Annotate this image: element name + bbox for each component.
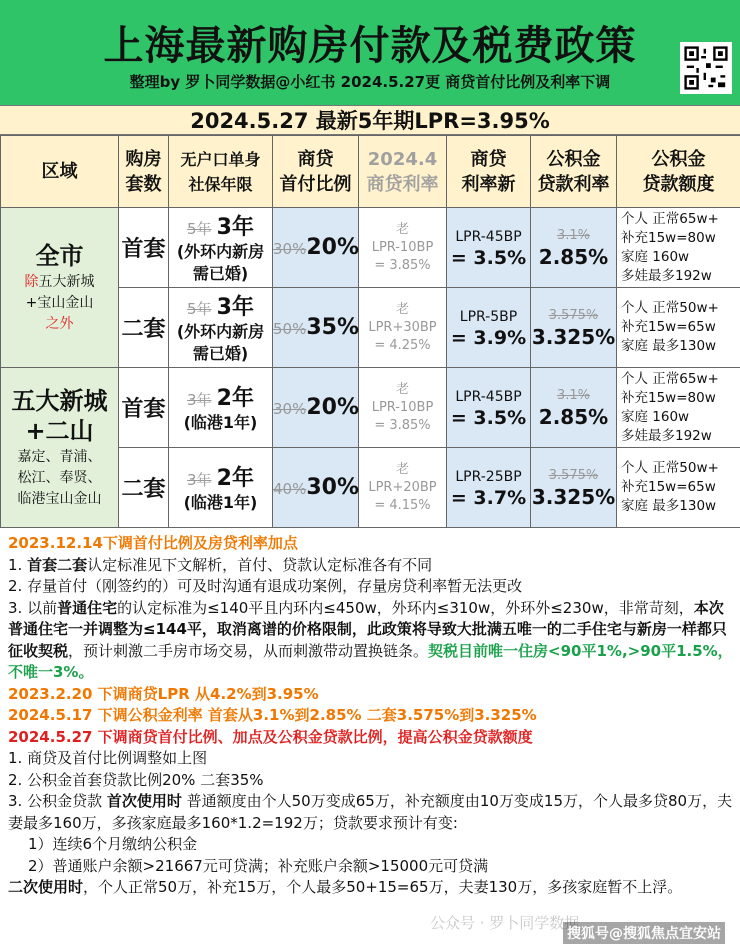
table-row	[1, 368, 740, 448]
col-header-region: 区域	[1, 136, 119, 208]
col-header-down-payment: 商贷 首付比例	[273, 136, 359, 208]
region-cell-new-towns	[1, 368, 119, 528]
new-rate-cell: LPR-45BP = 3.5%	[447, 368, 531, 448]
new-rate-cell: LPR-5BP = 3.9%	[447, 288, 531, 368]
policy-table	[0, 135, 740, 528]
note-section-title: 2023.2.20 下调商贷LPR 从4.2%到3.95%	[8, 684, 319, 703]
gjj-quota-cell: 个人 正常50w+ 补充15w=65w 家庭 最多130w	[617, 288, 740, 368]
qr-code-icon	[680, 42, 732, 94]
note-line: 二次使用时，个人正常50万，补充15万，个人最多50+15=65万，夫妻130万，多孩家庭暂不上浮。	[8, 878, 683, 896]
down-payment-cell: 30%20%	[273, 208, 359, 288]
table-header-row	[1, 136, 740, 208]
gjj-quota-cell: 个人 正常65w+ 补充15w=80w 家庭 160w 多娃最多192w	[617, 368, 740, 448]
note-line: 3. 以前普通住宅的认定标准为≤140平且内环内≤450w，外环内≤310w，外环外≤230w，非常苛刻，本次普通住宅一并调整为≤144平，取消离谱的价格限制，此政策将导致大批满五唯一的二手住宅与新房一样都只征收契税，预计刺激二手房市场交易，从而刺激带动置换链条。契税目前唯一住房<90平1%,>90平1.5%，不唯一3%。	[8, 598, 733, 681]
region-note: 松江、奉贤、	[17, 470, 102, 486]
old-rate-cell: 老 LPR-10BP = 3.85%	[359, 368, 447, 448]
old-rate-cell: 老 LPR-10BP = 3.85%	[359, 208, 447, 288]
page-subtitle: 整理by 罗卜同学数据@小红书 2024.5.27更 商贷首付比例及利率下调	[129, 73, 611, 91]
gjj-rate-cell: 3.1% 2.85%	[531, 368, 617, 448]
col-header-tier: 购房 套数	[119, 136, 169, 208]
gjj-rate-cell: 3.1% 2.85%	[531, 208, 617, 288]
col-header-new-rate: 商贷 利率新	[447, 136, 531, 208]
years-cell: 3年 2年 (临港1年)	[169, 448, 273, 528]
down-payment-cell: 30%20%	[273, 368, 359, 448]
region-note: 嘉定、青浦、	[17, 449, 102, 465]
old-rate-cell: 老 LPR+30BP = 4.25%	[359, 288, 447, 368]
tier-cell: 首套	[119, 368, 169, 448]
region-note: 之外	[45, 316, 74, 332]
watermark-right: 搜狐号@搜狐焦点宜安站	[563, 922, 725, 944]
note-section-title: 2024.5.17 下调公积金利率 首套从3.1%到2.85% 二套3.575%到3.325%	[8, 706, 537, 724]
down-payment-cell: 50%35%	[273, 288, 359, 368]
tier-cell: 首套	[119, 208, 169, 288]
col-header-old-rate: 2024.4 商贷利率	[359, 136, 447, 208]
region-note: +宝山金山	[25, 295, 94, 311]
note-line: 1. 首套二套认定标准见下文解析，首付、贷款认定标准各有不同	[8, 555, 433, 574]
lpr-banner: 2024.5.27 最新5年期LPR=3.95%	[0, 105, 740, 135]
note-section-title: 2024.5.27 下调商贷首付比例、加点及公积金贷款比例，提高公积金贷款额度	[8, 727, 533, 746]
note-line: 2. 公积金首套贷款比例20% 二套35%	[8, 770, 264, 789]
region-cell-citywide	[1, 208, 119, 368]
gjj-quota-cell: 个人 正常65w+ 补充15w=80w 家庭 160w 多娃最多192w	[617, 208, 740, 288]
gjj-rate-cell: 3.575% 3.325%	[531, 448, 617, 528]
tier-cell: 二套	[119, 448, 169, 528]
gjj-quota-cell: 个人 正常50w+ 补充15w=65w 家庭 最多130w	[617, 448, 740, 528]
old-rate-cell: 老 LPR+20BP = 4.15%	[359, 448, 447, 528]
col-header-social-years: 无户口单身 社保年限	[169, 136, 273, 208]
gjj-rate-cell: 3.575% 3.325%	[531, 288, 617, 368]
years-cell: 3年 2年 (临港1年)	[169, 368, 273, 448]
page-title: 上海最新购房付款及税费政策	[103, 23, 637, 69]
region-note: 临港宝山金山	[17, 491, 102, 507]
note-section-title: 2023.12.14下调首付比例及房贷利率加点	[8, 534, 298, 552]
new-rate-cell: LPR-45BP = 3.5%	[447, 208, 531, 288]
policy-notes	[8, 533, 734, 899]
region-name: 全市	[35, 242, 84, 270]
region-name: 五大新城 +二山	[11, 387, 108, 445]
region-note: 除五大新城	[24, 274, 95, 290]
col-header-gjj-quota: 公积金 贷款额度	[617, 136, 740, 208]
table-row	[1, 208, 740, 288]
tier-cell: 二套	[119, 288, 169, 368]
new-rate-cell: LPR-25BP = 3.7%	[447, 448, 531, 528]
note-line: 2）普通账户余额>21667元可贷满；补充账户余额>15000元可贷满	[28, 856, 489, 875]
years-cell: 5年 3年 (外环内新房需已婚)	[169, 288, 273, 368]
note-line: 1）连续6个月缴纳公积金	[28, 835, 198, 853]
header-banner	[0, 0, 740, 105]
col-header-gjj-rate: 公积金 贷款利率	[531, 136, 617, 208]
note-line: 3. 公积金贷款 首次使用时 普通额度由个人50万变成65万，补充额度由10万变成15万，个人最多贷80万，夫妻最多160万，多孩家庭最多160*1.2=192万；贷款要求预计有变:	[8, 792, 733, 832]
down-payment-cell: 40%30%	[273, 448, 359, 528]
note-line: 2. 存量首付（刚签约的）可及时沟通有退成功案例，存量房贷利率暂无法更改	[8, 577, 523, 595]
note-line: 1. 商贷及首付比例调整如上图	[8, 749, 208, 767]
years-cell: 5年 3年 (外环内新房需已婚)	[169, 208, 273, 288]
watermark-left: 公众号 · 罗卜同学数据	[430, 914, 580, 932]
